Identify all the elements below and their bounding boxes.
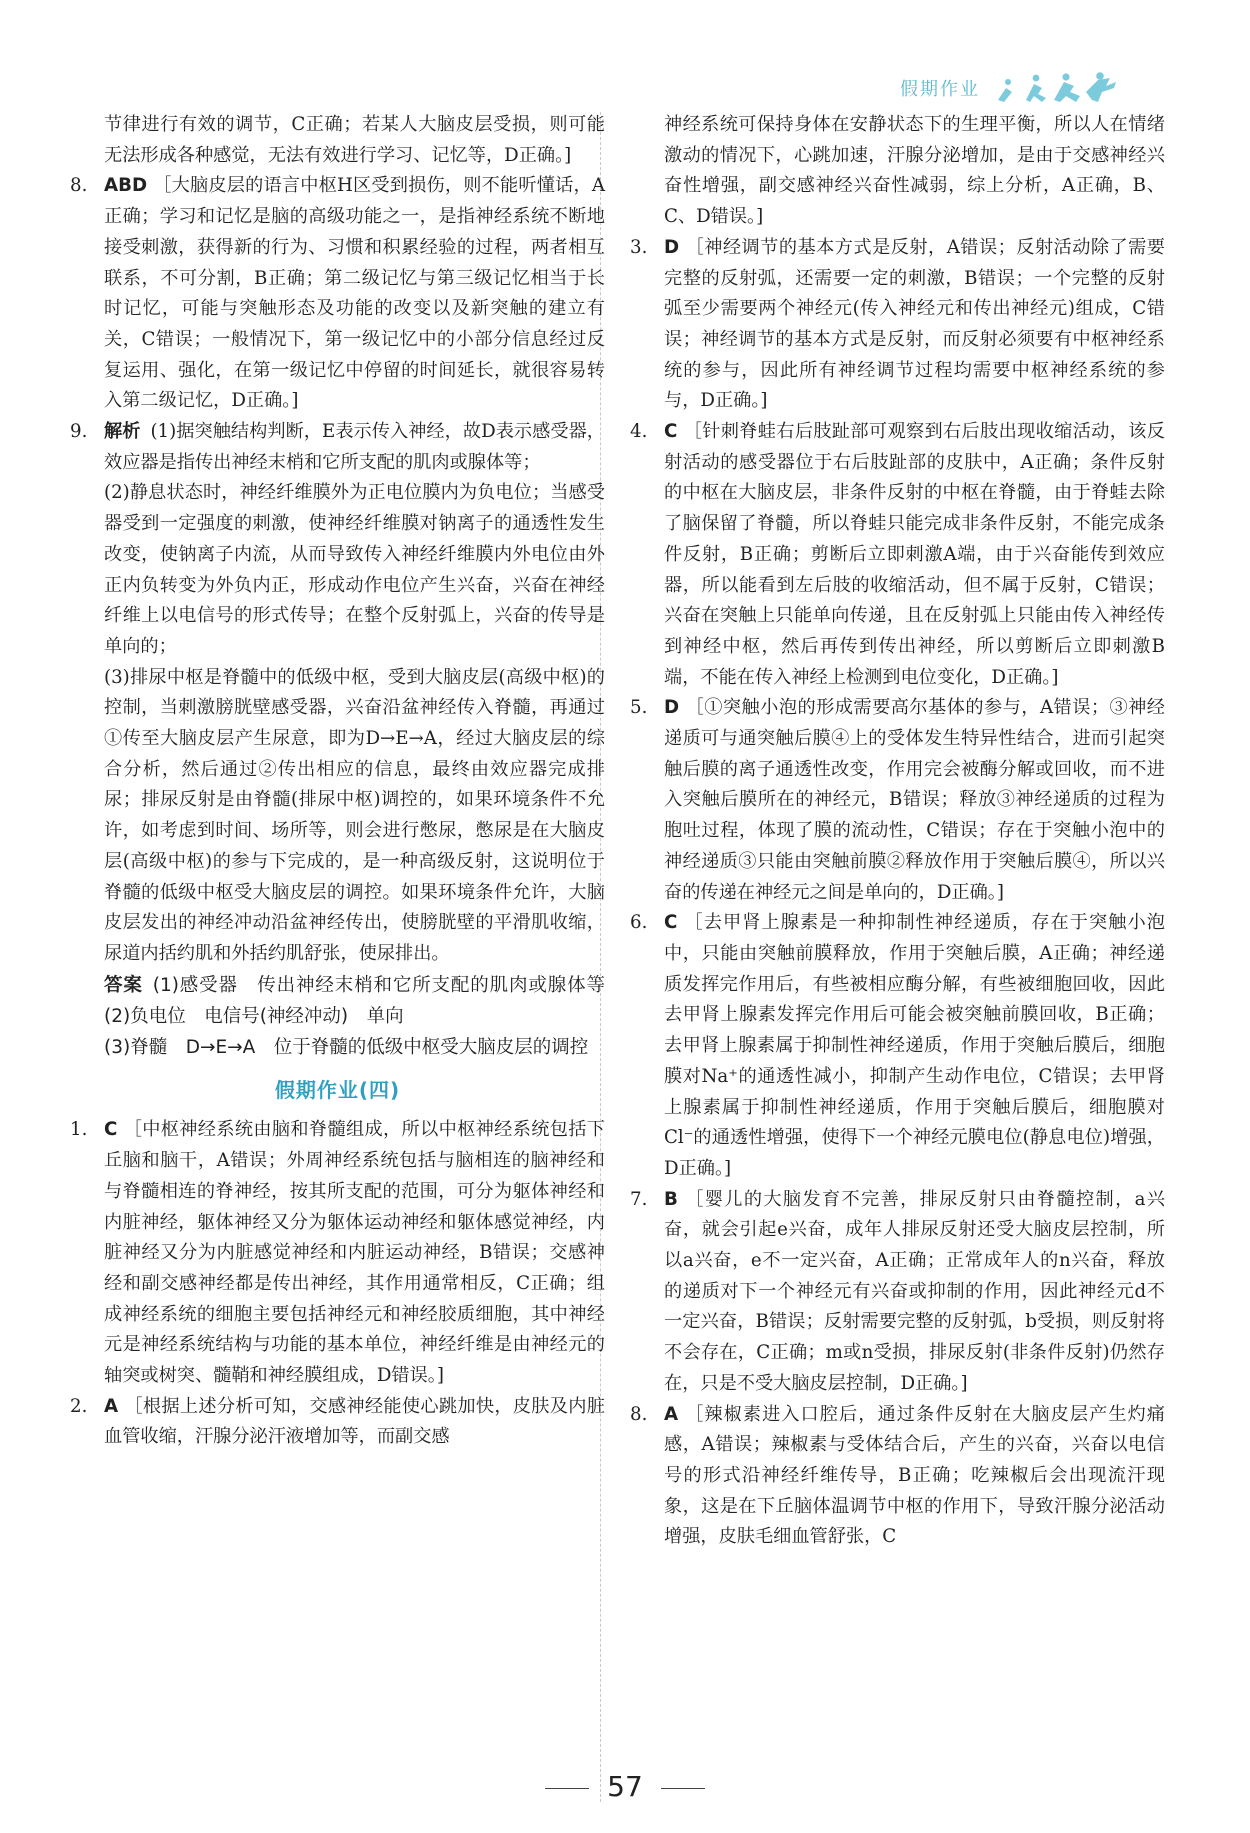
question-number: 9. [70,421,88,443]
explanation-text: ［大脑皮层的语言中枢H区受到损伤，则不能听懂话，A正确；学习和记忆是脑的高级功能之一，是指神经系统不断地接受刺激，获得新的行为、习惯和积累经验的过程，两者相互联系，不可分割，B正确；第二级记忆与第三级记忆相当于长时记忆，可能与突触形态及功能的改变以及新突触的建立有关，C错误；一般情况下，第一级记忆中的小部分信息经过反复运用、强化，在第一级记忆中停留的时间延长，就很容易转入第二级记忆，D正确。] [104,175,605,412]
runners-icon [990,70,1120,106]
answer-key: ABD [104,175,148,197]
explanation-text: ［去甲肾上腺素是一种抑制性神经递质，存在于突触小泡中，只能由突触前膜释放，作用于突触后膜，A正确；神经递质发挥完作用后，有些被相应酶分解，有些被细胞回收，因此去甲肾上腺素发挥完作用后可能会被突触前膜回收，B正确；去甲肾上腺素属于抑制性神经递质，作用于突触后膜后，细胞膜对Na⁺的通透性减小，抑制产生动作电位，C错误；去甲肾上腺素属于抑制性神经递质，作用于突触后膜后，细胞膜对Cl⁻的通透性增强，使得下一个神经元膜电位(静息电位)增强，D正确。] [664,912,1165,1179]
question-number: 2. [70,1395,88,1417]
page-footer [0,1770,1250,1803]
q7-continuation: 节律进行有效的调节，C正确；若某人大脑皮层受损，则可能无法形成各种感觉，无法有效进行学习、记忆等，D正确。] [104,114,605,166]
question-number: 8. [630,1403,648,1425]
answer-key: A [664,1403,679,1425]
explanation-text: ［婴儿的大脑发育不完善，排尿反射只由脊髓控制，a兴奋，就会引起e兴奋，成年人排尿反射还受大脑皮层控制，所以a兴奋，e不一定兴奋，A正确；正常成年人的n兴奋，释放的递质对下一个神经元有兴奋或抑制的作用，因此神经元d不一定兴奋，B错误；反射需要完整的反射弧，b受损，则反射将不会存在，C正确；m或n受损，排尿反射(非条件反射)仍然存在，只是不受大脑皮层控制，D正确。] [664,1188,1165,1394]
question-9 [70,417,605,478]
analysis-part-3: (3)排尿中枢是脊髓中的低级中枢，受到大脑皮层(高级中枢)的控制，当刺激膀胱壁感受器，兴奋沿盆神经传入脊髓，再通过①传至大脑皮层产生尿意，即为D→E→A，经过大脑皮层的综合分析，然后通过②传出相应的信息，最终由效应器完成排尿；排尿反射是由脊髓(排尿中枢)调控的，如果环境条件不允许，如考虑到时间、场所等，则会进行憋尿，憋尿是在大脑皮层(高级中枢)的参与下完成的，是一种高级反射，这说明位于脊髓的低级中枢受大脑皮层的调控。如果环境条件允许，大脑皮层发出的神经冲动沿盆神经传出，使膀胱壁的平滑肌收缩，尿道内括约肌和外括约肌舒张，使尿排出。 [104,666,605,964]
question-number: 3. [630,236,648,258]
explanation-text: ［针刺脊蛙右后肢趾部可观察到右后肢出现收缩活动，该反射活动的感受器位于右后肢趾部的皮肤中，A正确；条件反射的中枢在大脑皮层，非条件反射的中枢在脊髓，由于脊蛙去除了脑保留了脊髓，所以脊蛙只能完成非条件反射，不能完成条件反射，B正确；剪断后立即刺激A端，由于兴奋能传到效应器，所以能看到左后肢的收缩活动，但不属于反射，C错误；兴奋在突触上只能单向传递，且在反射弧上只能由传入神经传到神经中枢，然后再传到传出神经，所以剪断后立即刺激B端，不能在传入神经上检测到电位变化，D正确。] [664,421,1165,688]
answer-key: C [664,421,678,443]
question-4 [630,417,1165,693]
question-number: 4. [630,421,648,443]
question-6 [630,908,1165,1184]
question-number: 1. [70,1119,88,1141]
question-number: 5. [630,697,648,719]
left-column [70,110,624,1453]
answer-key: C [104,1119,118,1141]
question-8-right [630,1400,1165,1554]
right-column [630,110,1165,1553]
question-number: 6. [630,912,648,934]
question-number: 8. [70,175,88,197]
footer-dash-right [661,1788,705,1789]
section-title: 假期作业(四) [274,1077,401,1102]
answer-line-1: (1)感受器 传出神经末梢和它所支配的肌肉或腺体等 (2)负电位 电信号(神经冲动) 单向 [104,974,624,1027]
question-5 [630,693,1165,908]
answer-key: D [664,236,680,258]
explanation-text: ［辣椒素进入口腔后，通过条件反射在大脑皮层产生灼痛感，A错误；辣椒素与受体结合后，产生的兴奋，兴奋以电信号的形式沿神经纤维传导，B正确；吃辣椒后会出现流汗现象，这是在下丘脑体温调节中枢的作用下，导致汗腺分泌活动增强，皮肤毛细血管舒张，C [664,1403,1165,1548]
header-title: 假期作业 [900,79,980,100]
question-7 [630,1185,1165,1400]
question-8 [70,171,605,417]
answer-key: B [664,1188,678,1210]
explanation-text: ［神经调节的基本方式是反射，A错误；反射活动除了需要完整的反射弧，还需要一定的刺激，B错误；一个完整的反射弧至少需要两个神经元(传入神经元和传出神经元)组成，C错误；神经调节的基本方式是反射，而反射必须要有中枢神经系统的参与，因此所有神经调节过程均需要中枢神经系统的参与，D正确。] [664,236,1165,412]
answer-block [70,970,624,1063]
question-1 [70,1115,605,1391]
answer-key: C [664,912,678,934]
explanation-text: ［①突触小泡的形成需要高尔基体的参与，A错误；③神经递质可与通突触后膜④上的受体发生特异性结合，进而引起突触后膜的离子通透性改变，作用完会被酶分解或回收，而不进入突触后膜所在的神经元，B错误；释放③神经递质的过程为胞吐过程，体现了膜的流动性，C错误；存在于突触小泡中的神经递质③只能由突触前膜②释放作用于突触后膜④，所以兴奋的传递在神经元之间是单向的，D正确。] [664,697,1165,903]
analysis-tag: 解析 [104,421,141,443]
explanation-text: ［根据上述分析可知，交感神经能使心跳加快，皮肤及内脏血管收缩，汗腺分泌汗液增加等，而副交感 [104,1395,605,1448]
answer-tag: 答案 [104,974,143,996]
page-number: 57 [607,1770,643,1803]
question-number: 7. [630,1188,648,1210]
question-2 [70,1392,605,1453]
footer-dash-left [545,1788,589,1789]
explanation-text: ［中枢神经系统由脑和脊髓组成，所以中枢神经系统包括下丘脑和脑干，A错误；外周神经系统包括与脑相连的脑神经和与脊髓相连的脊神经，按其所支配的范围，可分为躯体神经和内脏神经，躯体神经又分为躯体运动神经和躯体感觉神经，内脏神经又分为内脏感觉神经和内脏运动神经，B错误；交感神经和副交感神经都是传出神经，其作用通常相反，C正确；组成神经系统的细胞主要包括神经元和神经胶质细胞，其中神经元是神经系统结构与功能的基本单位，神经纤维是由神经元的轴突或树突、髓鞘和神经膜组成，D错误。] [104,1119,605,1387]
analysis-part-2: (2)静息状态时，神经纤维膜外为正电位膜内为负电位；当感受器受到一定强度的刺激，使神经纤维膜对钠离子的通透性发生改变，使钠离子内流，从而导致传入神经纤维膜内外电位由外正内负转变为外负内正，形成动作电位产生兴奋，兴奋在神经纤维上以电信号的形式传导；在整个反射弧上，兴奋的传导是单向的； [104,482,605,657]
question-3 [630,233,1165,417]
analysis-part-1: (1)据突触结构判断，E表示传入神经，故D表示感受器，效应器是指传出神经末梢和它所支配的肌肉或腺体等； [104,421,605,473]
answer-line-2: (3)脊髓 D→E→A 位于脊髓的低级中枢受大脑皮层的调控 [104,1036,589,1058]
q2-continuation: 神经系统可保持身体在安静状态下的生理平衡，所以人在情绪激动的情况下，心跳加速，汗腺分泌增加，是由于交感神经兴奋性增强，副交感神经兴奋性减弱，综上分析，A正确，B、C、D错误。] [664,114,1165,228]
answer-key: A [104,1395,119,1417]
page-header [900,70,1120,106]
answer-key: D [664,697,680,719]
